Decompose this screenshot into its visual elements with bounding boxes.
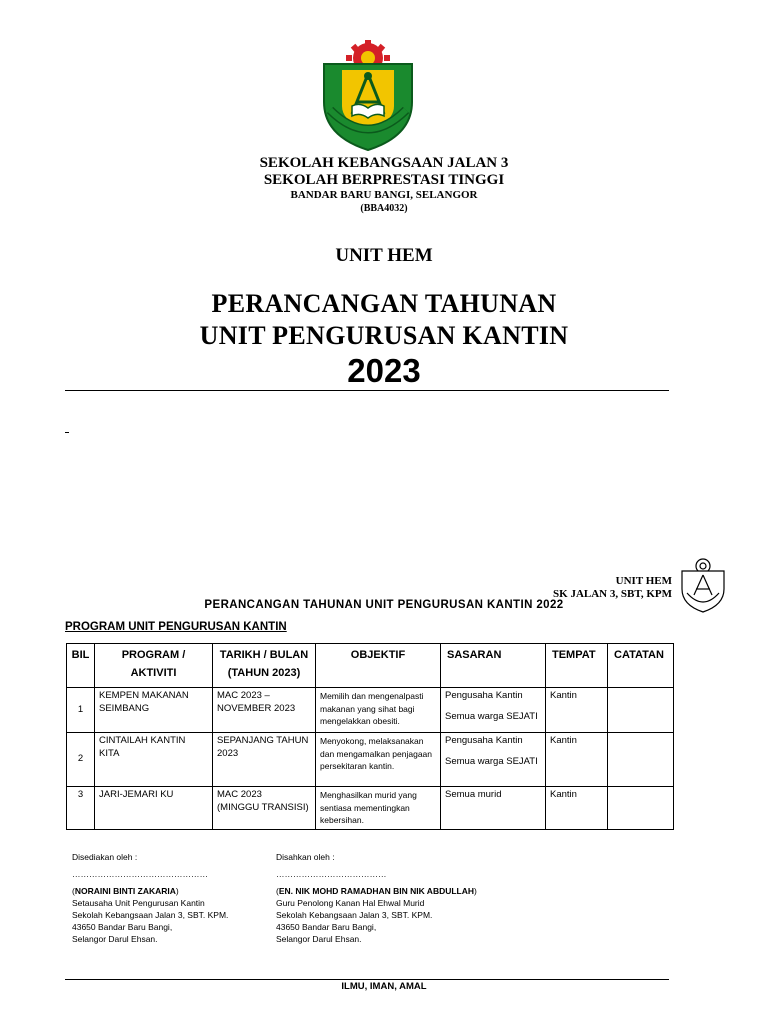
main-title-line1: PERANCANGAN TAHUNAN xyxy=(211,289,557,318)
row-sasaran-1: Pengusaha Kantin xyxy=(445,735,523,746)
header-catatan: CATATAN xyxy=(608,644,674,688)
row-catatan xyxy=(608,688,674,733)
header-program-line1: PROGRAM / xyxy=(121,649,186,661)
row-objektif: Menyokong, melaksanakan dan mengamalkan penjagaan persekitaran kantin. xyxy=(316,733,441,787)
prepared-by-block xyxy=(72,851,228,945)
header-tarikh xyxy=(213,644,316,688)
stray-dash xyxy=(65,432,69,433)
row-tarikh: MAC 2023 – NOVEMBER 2023 xyxy=(213,688,316,733)
row-program: CINTAILAH KANTIN KITA xyxy=(95,733,213,787)
row-program: JARI-JEMARI KU xyxy=(95,787,213,830)
school-crest-logo xyxy=(316,40,420,152)
prepared-address-3: Selangor Darul Ehsan. xyxy=(72,934,158,944)
row-tarikh-1: MAC 2023 xyxy=(217,789,262,800)
footer-divider xyxy=(65,979,669,980)
row-catatan xyxy=(608,733,674,787)
main-title-line2: UNIT PENGURUSAN KANTIN xyxy=(199,321,569,350)
footer-motto: ILMU, IMAN, AMAL xyxy=(341,981,427,992)
header-tempat: TEMPAT xyxy=(546,644,608,688)
header-objektif: OBJEKTIF xyxy=(316,644,441,688)
header-tarikh-line1: TARIKH / BULAN xyxy=(219,649,309,661)
approved-name-line xyxy=(276,885,477,897)
row-tempat: Kantin xyxy=(546,688,608,733)
row-sasaran-2: Semua warga SEJATI xyxy=(445,710,538,722)
approved-address-1: Sekolah Kebangsaan Jalan 3, SBT. KPM. xyxy=(276,910,433,920)
row-objektif: Menghasilkan murid yang sentiasa mementingkan kebersihan. xyxy=(316,787,441,830)
header-program xyxy=(95,644,213,688)
approved-title: Guru Penolong Kanan Hal Ehwal Murid xyxy=(276,898,425,908)
approved-name-close: ) xyxy=(474,886,477,896)
prepared-name: NORAINI BINTI ZAKARIA xyxy=(74,886,176,896)
header-sasaran: SASARAN xyxy=(441,644,546,688)
row-bil: 1 xyxy=(67,688,95,733)
row-sasaran xyxy=(441,733,546,787)
header-program-line2: AKTIVITI xyxy=(130,667,177,679)
header-bil: BIL xyxy=(67,644,95,688)
program-table xyxy=(66,643,674,830)
main-title-year: 2023 xyxy=(347,352,421,389)
row-tarikh xyxy=(213,787,316,830)
title-divider xyxy=(65,390,669,391)
school-tagline: SEKOLAH BERPRESTASI TINGGI xyxy=(263,172,505,188)
row-sasaran-1: Pengusaha Kantin xyxy=(445,690,523,701)
school-code: (BBA4032) xyxy=(360,203,408,214)
prepared-signature-line: ………………………………………… xyxy=(72,869,208,879)
prepared-name-line xyxy=(72,885,228,897)
table-header-row xyxy=(67,644,674,688)
row-catatan xyxy=(608,787,674,830)
row-sasaran xyxy=(441,787,546,830)
table-row xyxy=(67,733,674,787)
approved-label: Disahkan oleh : xyxy=(276,852,335,862)
unit-hem-right-label: UNIT HEM xyxy=(615,575,672,587)
document-title: PERANCANGAN TAHUNAN UNIT PENGURUSAN KANTIN 2022 xyxy=(204,599,564,611)
unit-heading: UNIT HEM xyxy=(335,245,433,266)
school-address: BANDAR BARU BANGI, SELANGOR xyxy=(290,189,478,201)
row-tempat: Kantin xyxy=(546,733,608,787)
table-row xyxy=(67,688,674,733)
approved-address-2: 43650 Bandar Baru Bangi, xyxy=(276,922,377,932)
row-sasaran-2: Semua warga SEJATI xyxy=(445,755,538,767)
row-bil: 2 xyxy=(67,733,95,787)
row-program: KEMPEN MAKANAN SEIMBANG xyxy=(95,688,213,733)
prepared-name-close: ) xyxy=(175,886,179,896)
prepared-address-1: Sekolah Kebangsaan Jalan 3, SBT. KPM. xyxy=(72,910,229,920)
row-tempat: Kantin xyxy=(546,787,608,830)
approved-by-block xyxy=(276,851,477,945)
approved-address-3: Selangor Darul Ehsan. xyxy=(276,934,362,944)
prepared-title: Setausaha Unit Pengurusan Kantin xyxy=(72,898,205,908)
row-tarikh: SEPANJANG TAHUN 2023 xyxy=(213,733,316,787)
prepared-label: Disediakan oleh : xyxy=(72,852,138,862)
approved-signature-line: ………………………………… xyxy=(276,869,387,879)
approved-name: EN. NIK MOHD RAMADHAN BIN NIK ABDULLAH xyxy=(278,886,475,896)
prepared-address-2: 43650 Bandar Baru Bangi, xyxy=(72,922,173,932)
header-tarikh-line2: (TAHUN 2023) xyxy=(227,667,301,679)
row-bil: 3 xyxy=(67,787,95,830)
table-row xyxy=(67,787,674,830)
approved-name-open: ( xyxy=(276,886,279,896)
school-right-label: SK JALAN 3, SBT, KPM xyxy=(553,588,672,600)
row-tarikh-2: (MINGGU TRANSISI) xyxy=(217,801,309,813)
row-sasaran-1: Semua murid xyxy=(445,789,502,800)
row-sasaran xyxy=(441,688,546,733)
school-name: SEKOLAH KEBANGSAAN JALAN 3 xyxy=(259,155,509,171)
prepared-name-open: ( xyxy=(72,886,75,896)
row-objektif: Memilih dan mengenalpasti makanan yang sihat bagi mengelakkan obesiti. xyxy=(316,688,441,733)
section-title: PROGRAM UNIT PENGURUSAN KANTIN xyxy=(65,621,287,633)
